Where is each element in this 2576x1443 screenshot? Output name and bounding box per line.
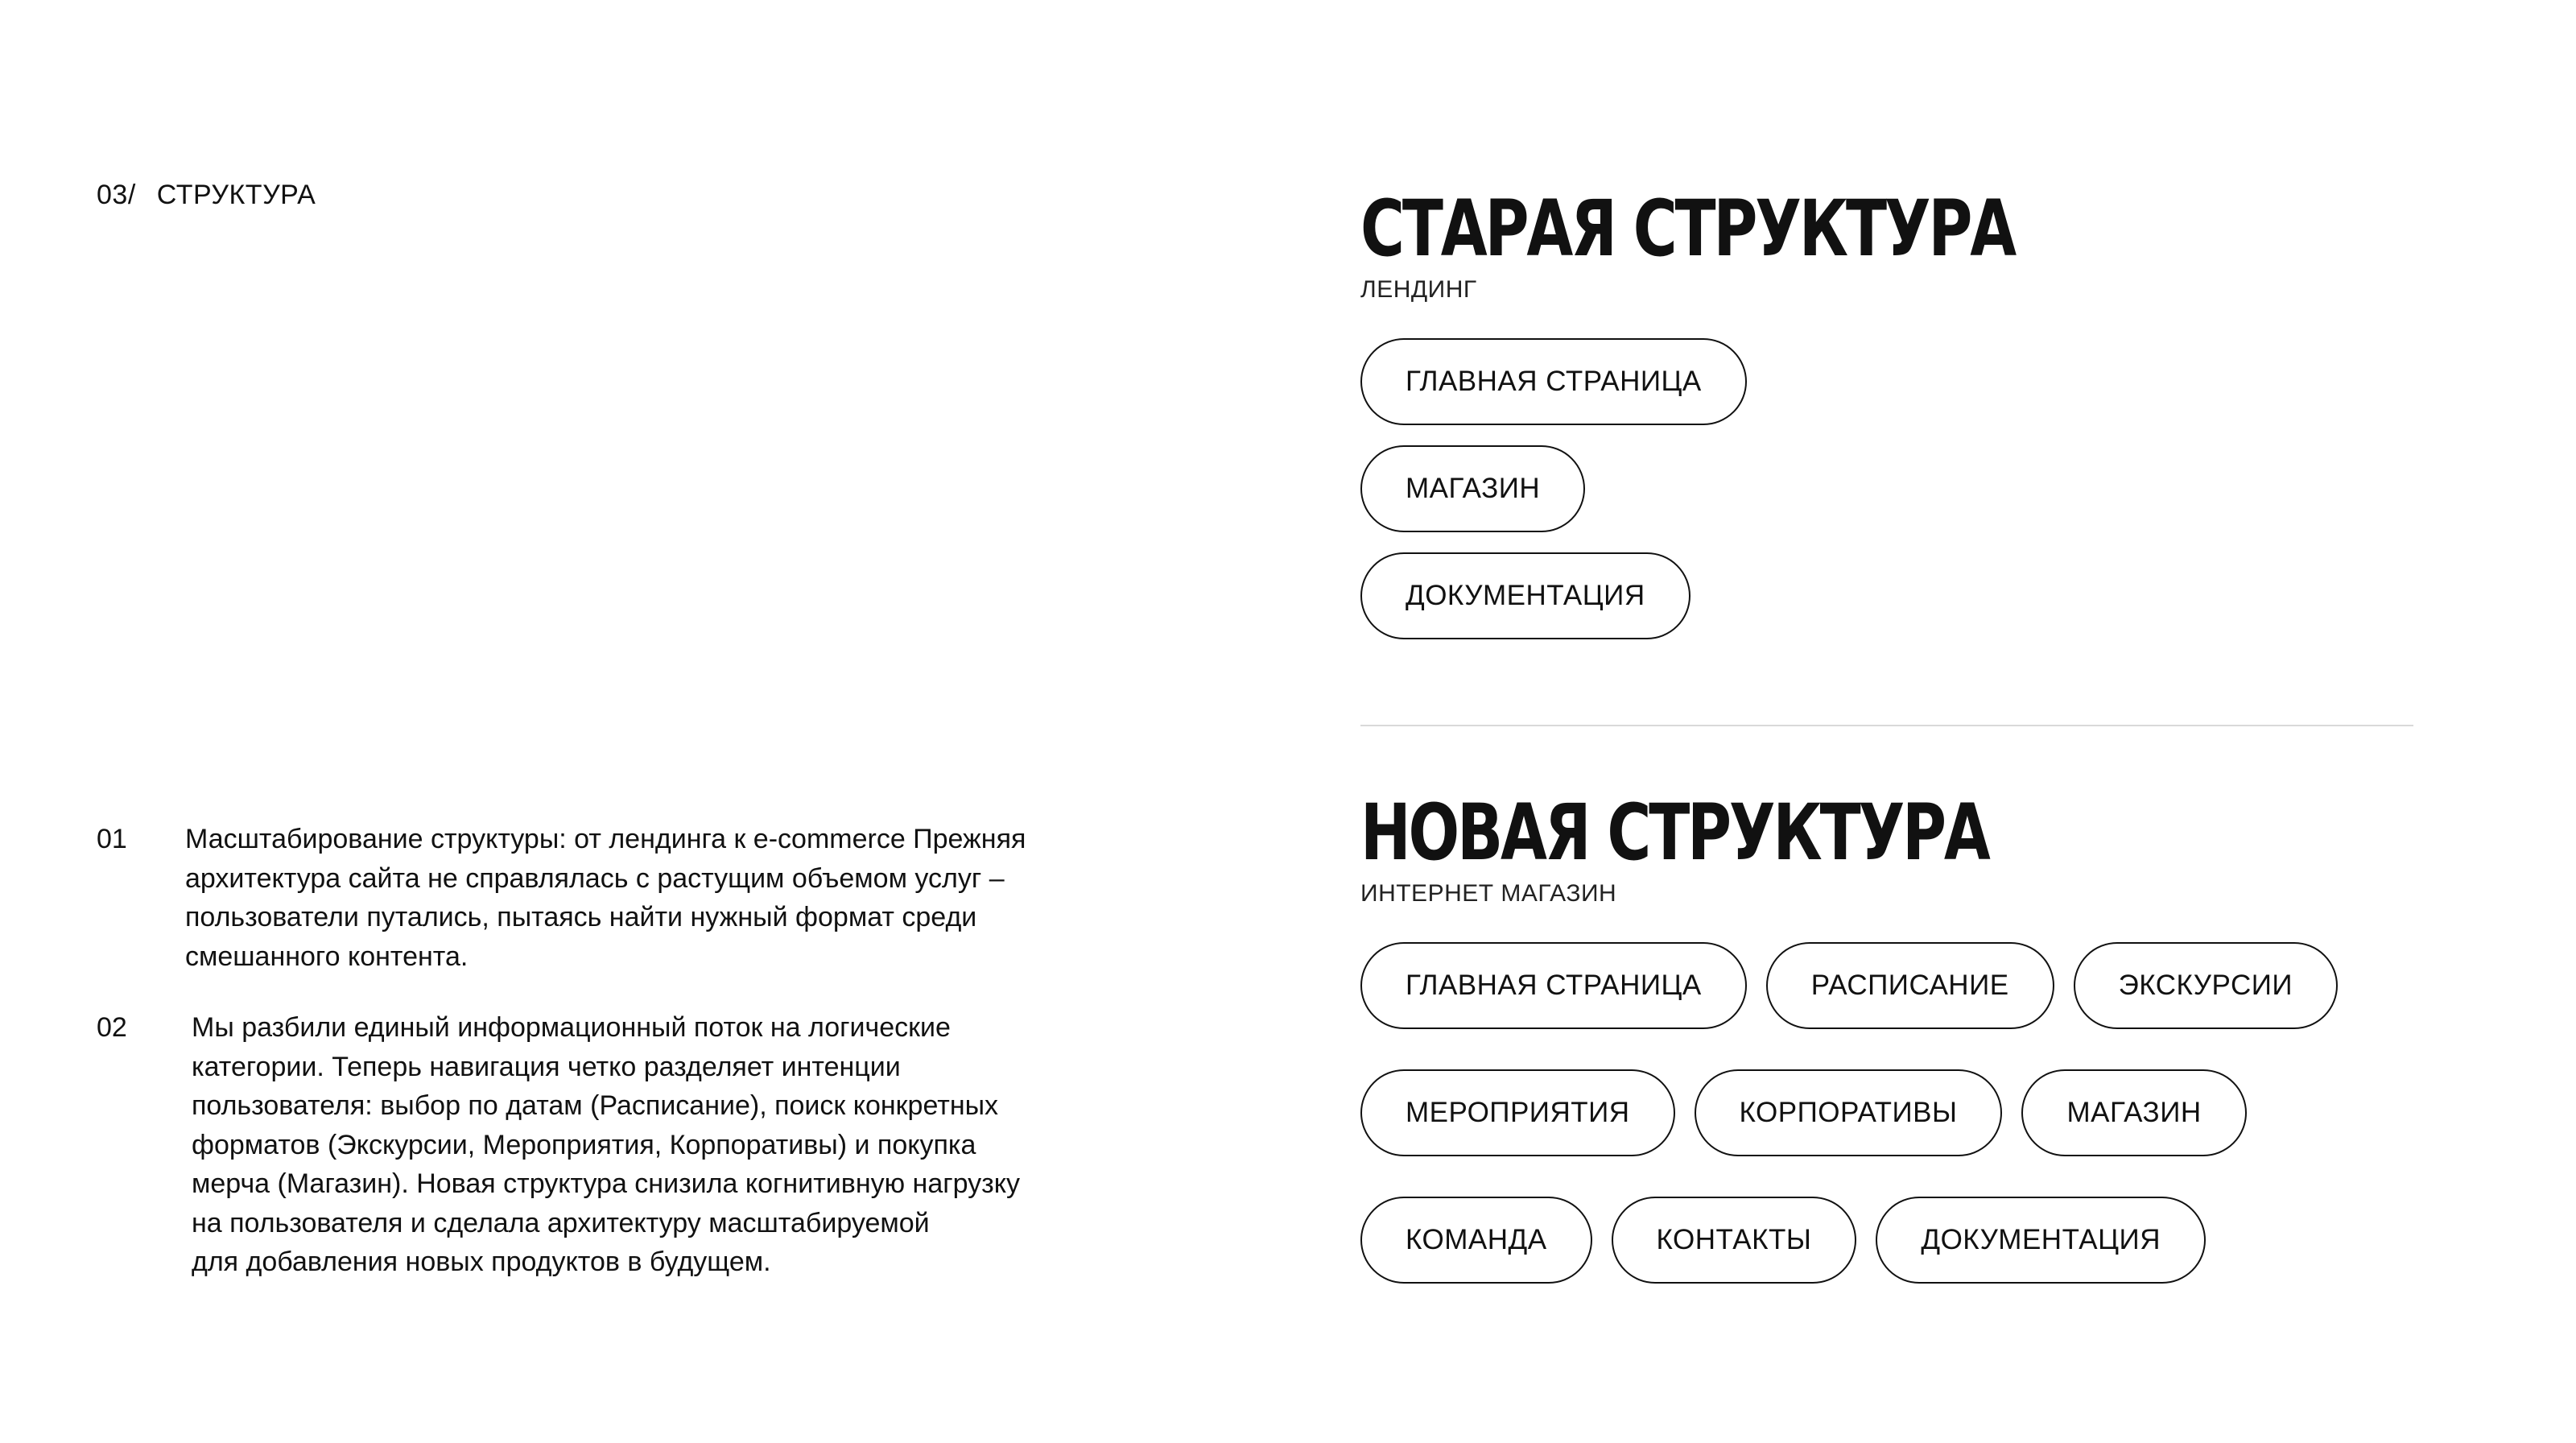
section-title: СТРУКТУРА (156, 180, 316, 210)
new-nav-item-shop[interactable]: МАГАЗИН (2021, 1069, 2246, 1156)
point-text: Масштабирование структуры: от лендинга к e-commerce Прежняя архитектура сайта не справлялась с растущим объемом услуг – пользователи путались, пытаясь найти нужный формат среди смешанного контента. (185, 824, 1026, 972)
point-text: Мы разбили единый информационный поток на логические категории. Теперь навигация четко разделяет интенции пользователя: выбор по датам (Расписание), поиск конкретных форматов (Экскурсии, Мероприятия, Корпоративы) и покупка мерча (Магазин). Новая структура снизила когнитивную нагрузку на пользователя и сделала архитектуру масштабируемой для добавления новых продуктов в будущем. (192, 1012, 1020, 1277)
new-nav-item-corporate[interactable]: КОРПОРАТИВЫ (1695, 1069, 2003, 1156)
old-nav-item-shop[interactable]: МАГАЗИН (1360, 445, 1585, 532)
old-nav-item-documentation[interactable]: ДОКУМЕНТАЦИЯ (1360, 552, 1690, 639)
description-point (97, 820, 1026, 976)
new-nav-item-excursions[interactable]: ЭКСКУРСИИ (2074, 942, 2338, 1029)
point-number: 01 (97, 824, 127, 854)
new-structure-items (1360, 942, 2487, 1284)
old-structure-block (1360, 184, 2487, 639)
new-structure-block (1360, 788, 2487, 1284)
description-point (97, 1008, 1020, 1282)
point-number: 02 (97, 1012, 127, 1043)
section-number: 03/ (97, 180, 136, 210)
new-nav-item-contacts[interactable]: КОНТАКТЫ (1612, 1197, 1857, 1284)
old-nav-item-home[interactable]: ГЛАВНАЯ СТРАНИЦА (1360, 338, 1747, 425)
new-structure-subtitle: ИНТЕРНЕТ МАГАЗИН (1360, 880, 1617, 907)
old-structure-subtitle: ЛЕНДИНГ (1360, 276, 1477, 303)
new-nav-item-schedule[interactable]: РАСПИСАНИЕ (1766, 942, 2054, 1029)
new-nav-item-events[interactable]: МЕРОПРИЯТИЯ (1360, 1069, 1675, 1156)
section-label (97, 177, 316, 213)
new-nav-item-documentation[interactable]: ДОКУМЕНТАЦИЯ (1876, 1197, 2206, 1284)
new-nav-item-home[interactable]: ГЛАВНАЯ СТРАНИЦА (1360, 942, 1747, 1029)
old-structure-title: СТАРАЯ СТРУКТУРА (1360, 184, 2015, 274)
section-divider (1360, 725, 2413, 726)
old-structure-items (1360, 338, 2487, 639)
new-nav-item-team[interactable]: КОМАНДА (1360, 1197, 1592, 1284)
new-structure-title: НОВАЯ СТРУКТУРА (1360, 788, 1988, 878)
